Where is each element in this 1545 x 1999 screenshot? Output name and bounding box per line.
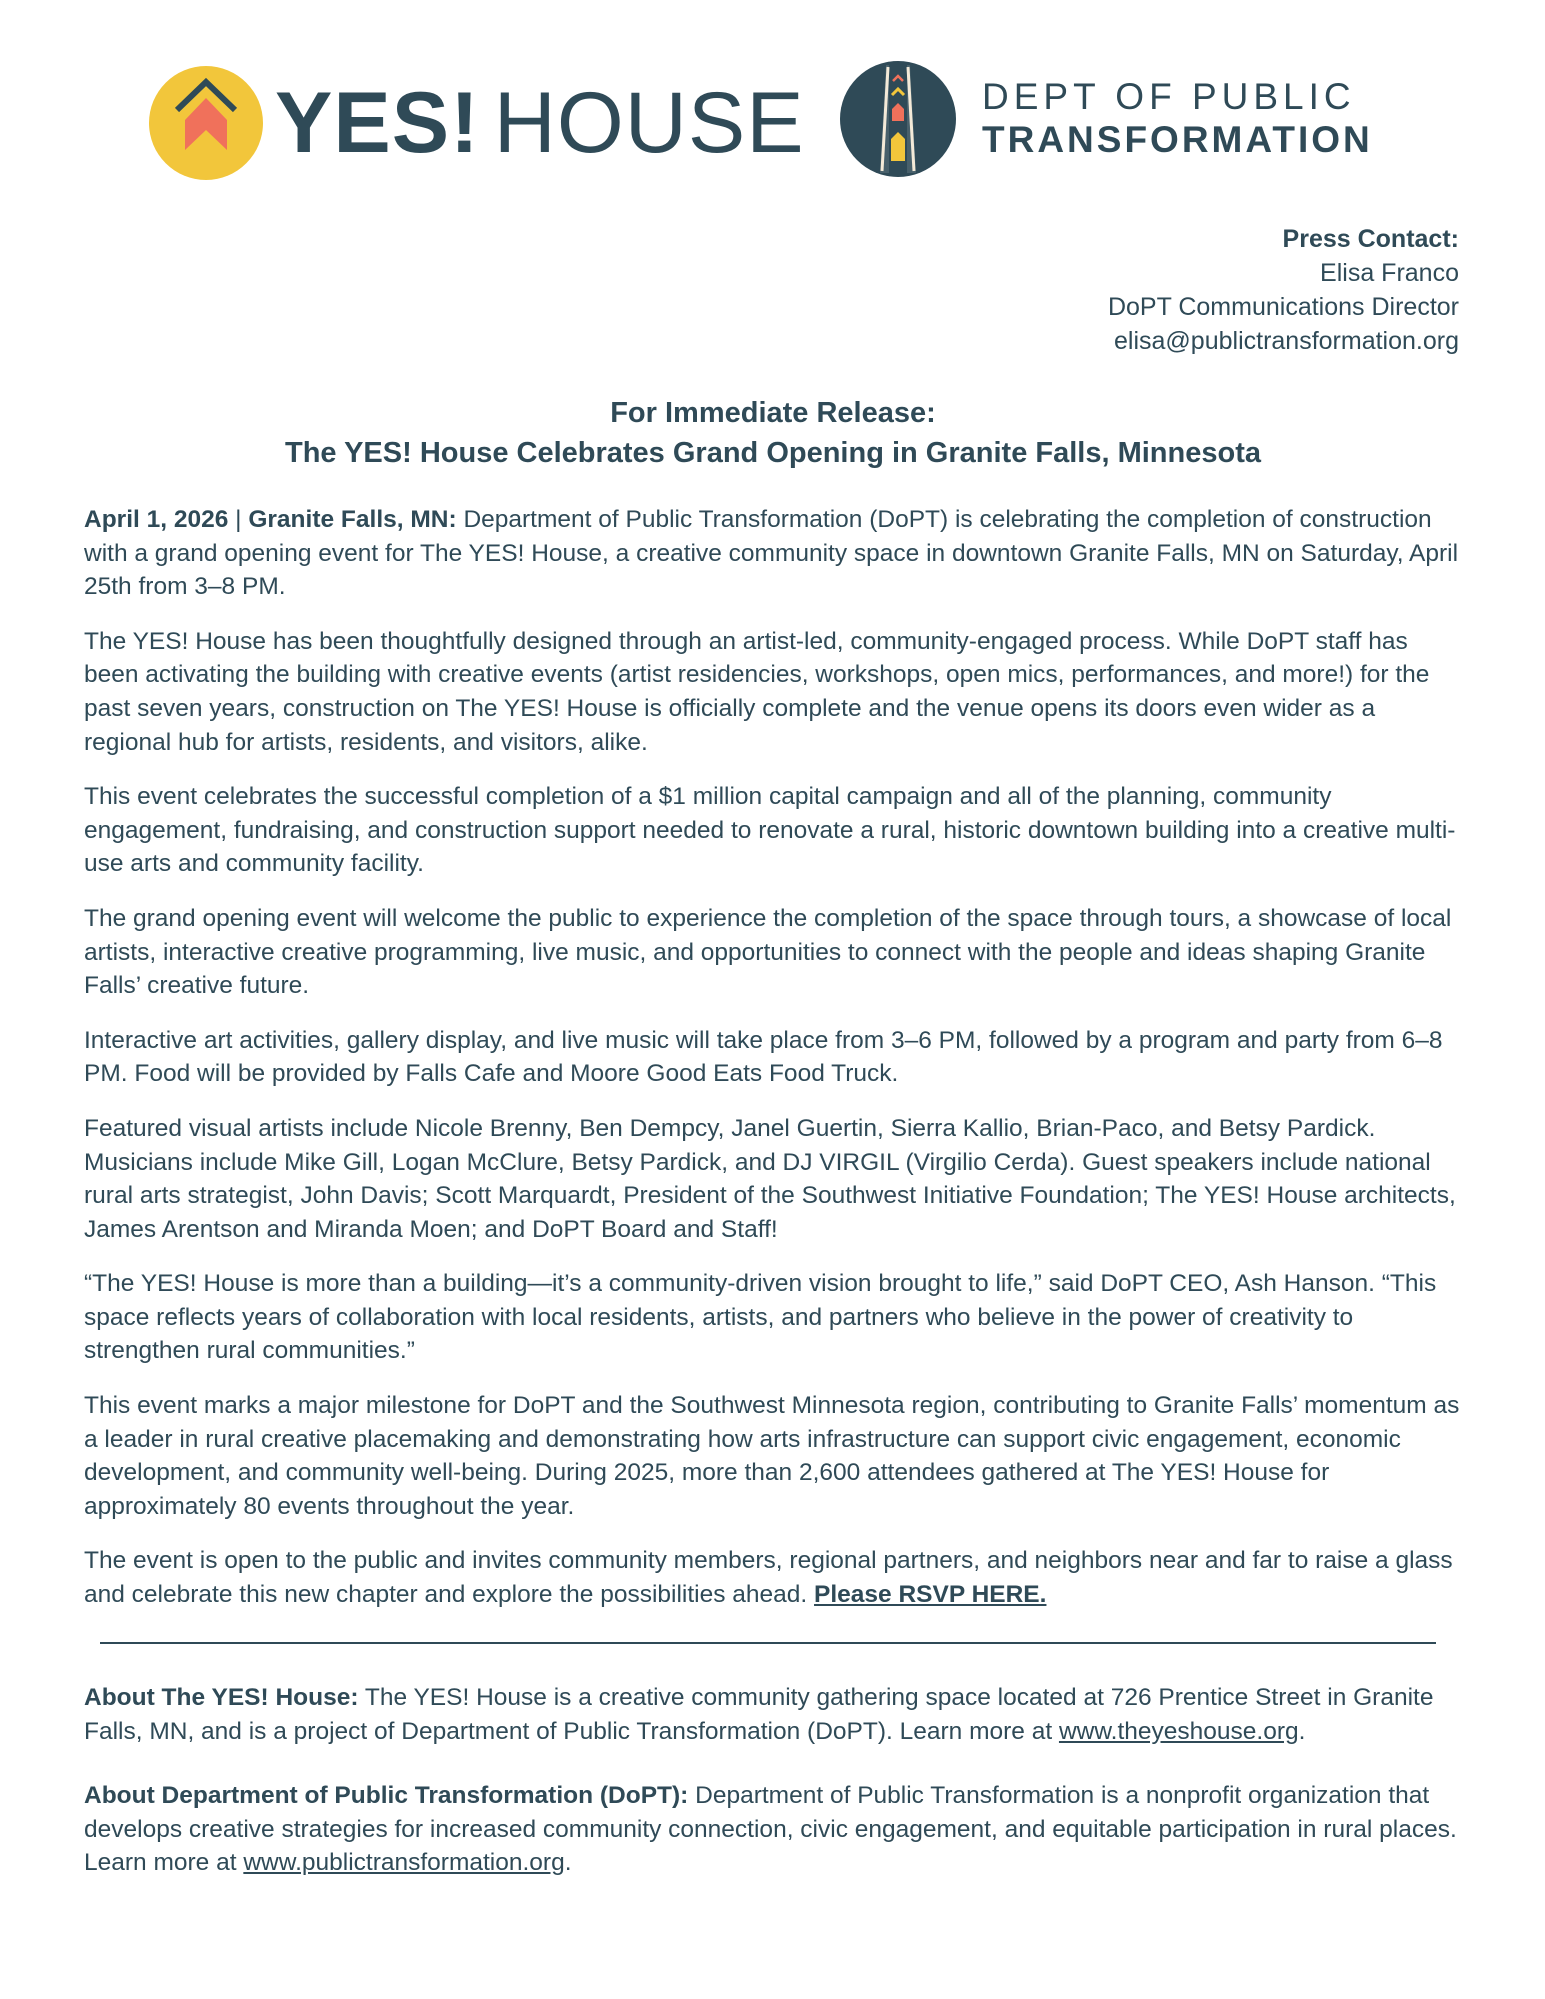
release-body bbox=[84, 503, 1462, 1633]
about-yes-house-label: About The YES! House: bbox=[84, 1684, 359, 1711]
dopt-logo bbox=[840, 60, 1373, 178]
dopt-wordmark bbox=[982, 77, 1373, 160]
paragraph-milestone: This event marks a major milestone for DoPT and the Southwest Minnesota region, contributing to Granite Falls’ momentum as a leader in rural creative placemaking and demonstrating how arts infrastructure can support civic engagement, economic development, and community well-being. During 2025, more than 2,600 attendees gathered at The YES! House for approximately 80 events throughout the year. bbox=[84, 1392, 1460, 1520]
press-contact-label: Press Contact: bbox=[1282, 225, 1459, 253]
release-title: The YES! House Celebrates Grand Opening in Granite Falls, Minnesota bbox=[284, 437, 1261, 469]
paragraph-schedule: Interactive art activities, gallery display, and live music will take place from 3–6 PM, followed by a program and party from 6–8 PM. Food will be provided by Falls Cafe and Moore Good Eats Food Truck. bbox=[84, 1026, 1443, 1088]
paragraph-event: The grand opening event will welcome the public to experience the completion of the space through tours, a showcase of local artists, interactive creative programming, live music, and opportunities to connect with the people and ideas shaping Granite Falls’ creative future. bbox=[84, 904, 1452, 1000]
dopt-website-link[interactable]: www.publictransformation.org bbox=[243, 1849, 565, 1877]
about-yes-house-end: . bbox=[1298, 1717, 1306, 1745]
release-heading bbox=[84, 393, 1462, 473]
rsvp-link[interactable]: Please RSVP HERE. bbox=[814, 1581, 1047, 1609]
yes-house-badge-icon bbox=[149, 66, 263, 180]
location: Granite Falls, MN: bbox=[248, 506, 457, 533]
paragraph-design: The YES! House has been thoughtfully designed through an artist-led, community-engaged process. While DoPT staff has been activating the building with creative events (artist residencies, workshops, open mics, performances, and more!) for the past seven years, construction on The YES! House is officially complete and the venue opens its doors even wider as a regional hub for artists, residents, and visitors, alike. bbox=[84, 627, 1430, 756]
section-divider bbox=[100, 1642, 1436, 1644]
yes-house-website-link[interactable]: www.theyeshouse.org bbox=[1058, 1717, 1299, 1745]
about-section bbox=[84, 1681, 1462, 1911]
press-contact bbox=[1108, 222, 1459, 358]
about-dopt bbox=[84, 1779, 1462, 1880]
about-yes-house-text: The YES! House is a creative community gathering space located at 726 Prentice Street in Granite Falls, MN, and is a project of Department of Public Transformation (DoPT). Learn more at bbox=[84, 1684, 1434, 1745]
release-label: For Immediate Release: bbox=[610, 397, 936, 429]
paragraph-artists: Featured visual artists include Nicole Brenny, Ben Dempcy, Janel Guertin, Sierra Kallio, Brian-Paco, and Betsy Pardick. Musicians include Mike Gill, Logan McClure, Betsy Pardick, and DJ VIRGIL (Virgilio Cerda). Guest speakers include national rural arts strategist, John Davis; Scott Marquardt, President of the Southwest Initiative Foundation; The YES! House architects, James Arentson and Miranda Moen; and DoPT Board and Staff! bbox=[84, 1114, 1456, 1243]
paragraph-intro-text: Department of Public Transformation (DoPT) is celebrating the completion of construction with a grand opening event for The YES! House, a creative community space in downtown Granite Falls, MN on Saturday, April 25th from 3–8 PM. bbox=[84, 506, 1459, 601]
paragraph-invite-text: The event is open to the public and invites community members, regional partners, and neighbors near and far to raise a glass and celebrate this new chapter and explore the possibilities ahead. bbox=[84, 1547, 1453, 1609]
about-dopt-text: Department of Public Transformation is a nonprofit organization that develops creative strategies for increased community connection, civic engagement, and equitable participation in rural places. Learn more at bbox=[84, 1782, 1457, 1877]
about-dopt-label: About Department of Public Transformation (DoPT): bbox=[84, 1782, 689, 1810]
dopt-wordmark-line2: TRANSFORMATION bbox=[982, 119, 1373, 160]
yes-house-logo bbox=[149, 64, 805, 182]
yes-house-wordmark bbox=[275, 75, 805, 171]
about-dopt-end: . bbox=[564, 1849, 572, 1877]
house-wordmark-light: HOUSE bbox=[493, 75, 805, 171]
dateline-separator: | bbox=[228, 506, 249, 533]
yes-wordmark-bold: YES! bbox=[275, 75, 480, 171]
dopt-wordmark-line1: DEPT OF PUBLIC bbox=[982, 76, 1356, 118]
paragraph-campaign: This event celebrates the successful completion of a $1 million capital campaign and all of the planning, community engagement, fundraising, and construction support needed to renovate a rural, historic downtown building into a creative multi-use arts and community facility. bbox=[84, 783, 1456, 878]
press-contact-title: DoPT Communications Director bbox=[1107, 293, 1459, 321]
press-contact-email[interactable]: elisa@publictransformation.org bbox=[1114, 327, 1459, 355]
paragraph-quote: “The YES! House is more than a building—it’s a community-driven vision brought to life,” said DoPT CEO, Ash Hanson. “This space reflects years of collaboration with local residents, artists, and partners who believe in the power of creativity to strengthen rural communities.” bbox=[84, 1270, 1437, 1365]
paragraph-invite bbox=[84, 1544, 1462, 1611]
dopt-road-badge-icon bbox=[840, 61, 956, 177]
paragraph-intro bbox=[84, 503, 1462, 604]
press-contact-name: Elisa Franco bbox=[1320, 259, 1459, 287]
dateline: April 1, 2026 bbox=[84, 506, 229, 533]
about-yes-house bbox=[84, 1681, 1462, 1748]
